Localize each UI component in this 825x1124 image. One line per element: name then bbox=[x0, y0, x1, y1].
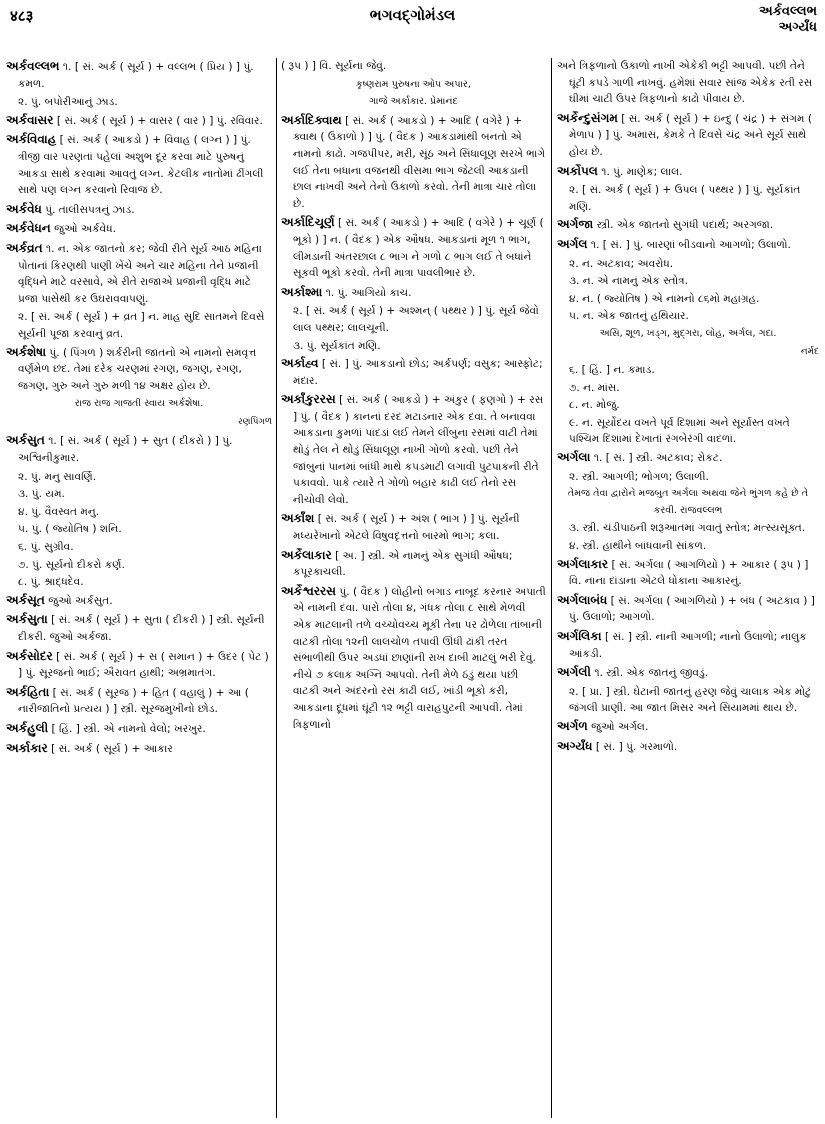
definition: જુઓ અર્કસુત. bbox=[48, 594, 113, 607]
dictionary-entry bbox=[6, 240, 272, 307]
definition: [ સં. ] પું. ગરમાળો. bbox=[595, 740, 678, 753]
dictionary-entry bbox=[557, 110, 819, 161]
dictionary-entry bbox=[6, 648, 272, 682]
dictionary-entry bbox=[6, 592, 272, 610]
headword: અર્કવલ્લભ bbox=[6, 59, 60, 73]
dictionary-entry bbox=[557, 216, 819, 234]
sub-sense: ૨. પું. બપોરીઆનું ઝાડ. bbox=[18, 96, 118, 109]
dictionary-entry bbox=[6, 220, 272, 238]
quotation: તેમજ તેવા દ્વારોને મજબુત અર્ગલા અથવા જેને ભુંગળ કહે છે તે કરવી. રાજવલ્લભ bbox=[567, 488, 809, 516]
sub-sense: ૬. પું. સુગ્રીવ. bbox=[18, 541, 74, 554]
headword: અર્કેન્દુસંગમ bbox=[557, 110, 618, 125]
headword: અર્કસૂત bbox=[6, 592, 45, 607]
quotation: અસિ, શૂળ, ખડ્ગ, મુદ્ગરા, લોહ, અર્ગલ, ગદા. bbox=[599, 327, 777, 339]
headword: અર્ગલિકા bbox=[557, 629, 602, 643]
sub-sense: ૮. ન. મોજું. bbox=[569, 399, 620, 412]
definition: ૧. ન. એક જાતનો કર; જેવી રીતે સૂર્ય આઠ મહિના પોતાનાં કિરણથી પાણી ખેંચે અને ચાર મહિના તેને પ્રજાની વૃદ્ધિને માટે વરસાવે, એ રીતે રાજાએ પ્રજાની વૃદ્ધિ માટે પ્રજા પાસેથી કર ઉઘરાવવાપણું. bbox=[18, 242, 262, 305]
definition: [ સં. અર્ક ( સૂરજ ) + હિત ( વહાલું ) + આ ( નારીજાતિનો પ્રત્યય ) ] સ્ત્રી. સૂરજમુખીનો છોડ. bbox=[18, 686, 249, 716]
definition: પું. તાલીસપત્રનું ઝાડ. bbox=[45, 203, 135, 216]
sub-sense: ૪. ન. ( જ્યોતિષ ) એ નામનો ૮૬મો મહાગ્રહ. bbox=[569, 292, 760, 305]
definition: [ સં. ] સ્ત્રી. નાની આગળી; નાનો ઉલાળો; નાલુક આંકડી. bbox=[569, 631, 807, 660]
definition: [ સં. અર્ક ( આકડો ) + આદિ ( વગેરે ) + ક્વાથ ( ઉકાળો ) ] પું. ( વૈદક ) આકડામાંથી બનતો એ નામનો કાઢો. ગજપીપર, મરી, સૂંઠ અને સિંધાલૂણ સરખે ભાગે લઈ તેના બધાના વજનથી વીસમા ભાગ જેટલી આકડાની છાલ નાખવી અને તેનો ઉકાળો કરવો. તેની માત્રા ચાર તોલા છે. bbox=[293, 114, 546, 210]
quotation: ગાજે અર્કાકાર. પ્રેમાનંદ bbox=[369, 96, 458, 108]
definition: પું. ( વૈદક ) લોહીનો બગાડ નાબૂદ કરનાર અપાતી એ નામની દવા. પારો તોલા ૪, ગંધક તોલા ૮ સાથે મેળવી એક માટલાની તળે વચ્ચોવચ્ચ મૂકી તેના પર ઢોળેલા તાંબાની વાટકી તોલા ૧૨ની લાલચોળ તપાવી ઊંધી ઢાંકી તરત સંભાળીથી ઉપર અડધાં છાણાંની રાખ દાબી માટલું ભરી દેવું. નીચે ૭ કલાક અગ્નિ આપવો. તેની મેળે ઠંડું થયા પછી વાટકી અને અંદરનો રસ કાઢી લઈ, ખાંડી ભૂકો કરી, આકડાના દૂધમાં ઘૂંટી ૧૨ ભટ્ટી વારાહપુટની આપવી. તેમાં ત્રિફળાનો bbox=[293, 585, 546, 731]
headword: અર્કાદિક્વાથ bbox=[281, 112, 342, 127]
sub-sense: ૨. [ સં. અર્ક ( સૂર્ય ) + ઉપલ ( પથ્થર ) ] પું. સૂર્યકાંત મણિ. bbox=[569, 184, 801, 213]
dictionary-entry bbox=[6, 611, 272, 645]
dictionary-entry bbox=[281, 112, 546, 213]
dictionary-entry bbox=[6, 58, 272, 92]
headword: અર્કસુત bbox=[6, 433, 45, 448]
column-1 bbox=[6, 58, 272, 1120]
dictionary-entry bbox=[6, 432, 272, 466]
definition: [ હિં. ] સ્ત્રી. એ નામનો વેલો; ખરખુર. bbox=[51, 722, 206, 735]
dictionary-entry bbox=[6, 344, 272, 395]
quotation-source: નર્મદ bbox=[800, 346, 819, 357]
definition: [ સં. અર્ક ( આકડો ) + અંકુર ( ફણગો ) + રસ ] પું. ( વૈદક ) કાનનાં દરદ મટાડનાર એક દવા. તે બનાવવા આકડાના કુમળાં પાંદડાં લઈ તેમને લીંબુના રસમાં વાટી તેમાં થોડું તેલ ને થોડું સિંધાલૂણ નાખી ગોળો કરવો. પછી તેને જાંબુનાં પાનમાં બાંધી માથે કપડમાટી લગાવી પુટપાકની રીતે પકાવવો. પાકે ત્યારે તે ગોળો બહાર કાઢી લઈ તેનો રસ નીચોવી લેવો. bbox=[293, 394, 544, 506]
dictionary-entry bbox=[6, 684, 272, 718]
sub-sense: ૪. પું. વૈવસ્વત મનુ. bbox=[18, 505, 100, 518]
dictionary-entry bbox=[557, 58, 819, 108]
sub-sense: ૨. પું. મનુ સાવર્ણિ. bbox=[18, 470, 97, 483]
definition: ૧. [ સં. ] સ્ત્રી. અટકાવ; રોકટ. bbox=[593, 452, 723, 465]
sub-sense: ૮. પું. શ્રાદ્ધદેવ. bbox=[18, 576, 84, 589]
dictionary-entry bbox=[281, 58, 546, 75]
headword: અર્કશેષા bbox=[6, 344, 47, 359]
sub-sense: ૫. પું. ( જ્યોતિષ ) શનિ. bbox=[18, 523, 122, 536]
headword: અર્ગલ bbox=[557, 236, 588, 251]
dictionary-entry bbox=[557, 738, 819, 756]
definition: પું. ( પિંગળ ) શર્કરીની જાતનો એ નામનો સમવૃત્ત વર્ણમેળ છંદ. તેમાં દરેક ચરણમાં રગણ, જગણ, રગણ, જગણ, ગુરુ અને ગુરુ મળી ૧૪ અક્ષર હોય છે. bbox=[18, 346, 257, 392]
quotation-source: રણપિંગળ bbox=[238, 416, 272, 427]
headword: અર્ગલાકાર bbox=[557, 556, 609, 571]
dictionary-entry bbox=[6, 131, 272, 198]
page-header bbox=[0, 0, 825, 50]
definition: જુઓ અર્ગલ. bbox=[591, 720, 649, 733]
headword: અર્ગલા bbox=[557, 450, 591, 465]
sub-sense: ૯. ન. સૂર્યોદય વખતે પૂર્વ દિશામાં અને સૂર્યાસ્ત વખતે પશ્ચિમ દિશામાં દેખાતાં રંગબેરંગી વાદળાં. bbox=[569, 416, 790, 446]
dictionary-entry bbox=[557, 664, 819, 682]
dictionary-entry bbox=[281, 583, 546, 733]
dictionary-entry bbox=[281, 284, 546, 302]
page-number: ४८३ bbox=[10, 7, 34, 25]
definition: સ્ત્રી. એક જાતનો સુગંધી પદાર્થ; અરગજા. bbox=[596, 219, 774, 232]
definition: [ સં. અર્ગલા ( આગળિયો ) + આકાર ( રૂપ ) ] વિ. નાના દાંડાના એટલે ધોકાના આકારનું. bbox=[569, 558, 809, 588]
columns bbox=[0, 58, 825, 1120]
dictionary-entry bbox=[6, 201, 272, 219]
sub-sense: ૩. સ્ત્રી. ચંડીપાઠની શરૂઆતમાં ગવાતું સ્તોત્ર; મત્સ્યસૂક્ત. bbox=[569, 522, 806, 535]
headword: અર્ગજા bbox=[557, 217, 594, 232]
sub-sense: ૭. ન. માંસ. bbox=[569, 381, 620, 394]
quotation: રાજ રાજ ગાજતી સ્વાય અર્કશેષા. bbox=[74, 398, 204, 410]
headword: અર્કાંશ bbox=[281, 511, 315, 526]
sub-sense: ૭. પું. સૂર્યનો દીકરો કર્ણ. bbox=[18, 558, 125, 571]
definition: [ સં. અર્ક ( આકડો ) + વિવાહ ( લગ્ન ) ] પું. ત્રીજી વાર પરણતાં પહેલાં અશુભ દૂર કરવા માટે પુરુષનું આકડા સાથે કરવામાં આવતું લગ્ન. કેટલીક નાતોમાં ઢીંગલી સાથે પણ લગ્ન કરવાનો રિવાજ છે. bbox=[18, 134, 264, 197]
dictionary-entry bbox=[557, 628, 819, 662]
sub-sense: ૨. [ પ્રા. ] સ્ત્રી. ઘેટાની જાતનું હરણ જેવું ચાલાક એક મોટું જંગલી પ્રાણી. આ જાત મિસર અને સિયામમાં થાય છે. bbox=[569, 685, 812, 715]
definition: ૧. [ સં. અર્ક ( સૂર્ય ) + વલ્લભ ( પ્રિય ) ] પું. કમળ. bbox=[18, 61, 254, 90]
definition: [ સં. અર્ક ( સૂર્ય ) + અંશ ( ભાગ ) ] પું. સૂર્યની મધ્યરેખાનો એટલે વિષુવદૃત્તનો બારમો ભાગ; કલા. bbox=[293, 513, 520, 543]
definition: [ સં. અર્ક ( સૂર્ય ) + સુતા ( દીકરી ) ] સ્ત્રી. સૂર્યની દીકરી. જુઓ અર્કજા. bbox=[18, 614, 265, 643]
dictionary-entry bbox=[281, 547, 546, 581]
dictionary-entry bbox=[557, 163, 819, 181]
dictionary-entry bbox=[557, 449, 819, 467]
headword: અર્કહિતા bbox=[6, 684, 50, 699]
headword: અર્ગલાબંધ bbox=[557, 592, 608, 607]
dictionary-entry bbox=[281, 214, 546, 281]
headword: અર્કાંકુરરસ bbox=[281, 392, 336, 407]
headword: અર્કવેધ bbox=[6, 201, 42, 216]
definition: [ સં. અર્ક ( સૂર્ય ) + સ ( સમાન ) + ઉદર ( પેટ ) ] પું. સૂરજનો ભાઈ; ઐરાવત હાથી; અભ્રમાતંગ. bbox=[18, 650, 269, 680]
headword: અર્ગ્યંધ bbox=[557, 738, 593, 753]
quotation: કૃષ્ણરામ પુરુષના ઓપ અપાર, bbox=[356, 78, 471, 90]
headword: અર્કાકાર bbox=[6, 740, 48, 755]
column-2 bbox=[281, 58, 546, 1120]
headword: અર્કસોદર bbox=[6, 648, 53, 663]
sub-sense: ૨. સ્ત્રી. આગળી; ભોગળ; ઉલાળી. bbox=[569, 470, 709, 483]
definition: ૧. સ્ત્રી. એક જાતનું જીવડું. bbox=[594, 667, 709, 680]
definition: [ સં. અર્ક ( સૂર્ય ) + વાસર ( વાર ) ] પું. રવિવાર. bbox=[56, 114, 263, 127]
definition: [ સં. અર્ક ( સૂર્ય ) + આકાર bbox=[51, 742, 173, 755]
headword: અર્કાશ્મા bbox=[281, 284, 323, 299]
guide-word-last: અર્ગ્યંધ bbox=[778, 20, 817, 35]
sub-sense: ૩. પું. યમ. bbox=[18, 488, 65, 501]
definition: ૧. [ સં. ] પું. બારણાં બીડવાનો આગળો; ઉલાળો. bbox=[590, 238, 791, 251]
definition: અને ત્રિફળાનો ઉકાળો નાખી એકેકી ભટ્ટી આપવી. પછી તેને ઘૂંટી કપડે ગાળી નાખવું. હમેશાં સવાર સાંજ એકેક રતી રસ ઘીમાં ચાટી ઉપર ત્રિફળાનો કાઢો પીવાય છે. bbox=[557, 60, 813, 106]
definition: [ સં. અર્ક ( આકડો ) + આદિ ( વગેરે ) + ચૂર્ણ ( ભૂકો ) ] ન. ( વૈદક ) એક ઔષધ. આકડાનાં મૂળ ૧ ભાગ, લીમડાની અંતરછાલ ૮ ભાગ ને ગળો ૮ ભાગ લઈ તે બધાંને સૂકવી ભૂકો કરવો. તેની માત્રા પાવલીભાર છે. bbox=[293, 217, 544, 280]
dictionary-entry bbox=[557, 236, 819, 254]
headword: અર્કવિવાહ bbox=[6, 132, 57, 147]
definition: ૧. [ સં. અર્ક ( સૂર્ય ) + સુત ( દીકરો ) ] પું. અશ્વિનીકુમાર. bbox=[18, 435, 233, 465]
headword: અર્ગળ bbox=[557, 718, 588, 733]
headword: અર્કાદિચૂર્ણ bbox=[281, 215, 335, 230]
sub-sense: ૨. [ સં. અર્ક ( સૂર્ય ) + વ્રત ] ન. માહ સુદિ સાતમને દિવસે સૂર્યની પૂજા કરવાનું વ્રત. bbox=[18, 311, 265, 340]
dictionary-entry bbox=[6, 720, 272, 738]
dictionary-entry bbox=[6, 112, 272, 130]
sub-sense: ૪. સ્ત્રી. હાથીને બાંધવાની સાંકળ. bbox=[569, 540, 707, 553]
definition: [ અ. ] સ્ત્રી. એ નામનું એક સુગંધી ઔષધ; કપૂરકાચલી. bbox=[293, 549, 513, 579]
headword: અર્કાહ્વ bbox=[281, 356, 319, 371]
headword: અર્કેલાકાર bbox=[281, 547, 332, 562]
definition: ૧. પું. માણેક; લાલ. bbox=[601, 165, 683, 178]
column-3 bbox=[557, 58, 819, 1120]
guide-word-first: અર્કવલ્લભ bbox=[759, 4, 817, 19]
dictionary-entry bbox=[557, 556, 819, 590]
sub-sense: ૩. પું. સૂર્યકાંત મણિ. bbox=[293, 339, 381, 352]
definition: [ સં. ] પું. આકડાનો છોડ; અર્કપર્ણ; વસુક; આસ્ફોટ; મંદાર. bbox=[293, 358, 543, 387]
sub-sense: ૨. [ સં. અર્ક ( સૂર્ય ) + અશ્મન્ ( પથ્થર ) ] પું. સૂર્ય જેવો લાલ પથ્થર; લાલચૂની. bbox=[293, 305, 539, 334]
headword: અર્કવાસર bbox=[6, 112, 54, 127]
headword: અર્કહુલી bbox=[6, 720, 49, 735]
headword: અર્કવ્રત bbox=[6, 240, 43, 255]
dictionary-entry bbox=[281, 391, 546, 508]
headword: અર્ગલી bbox=[557, 665, 591, 680]
definition: ( રૂપ ) ] વિ. સૂર્યના જેવું. bbox=[281, 60, 387, 72]
definition: ૧. પું. આગિયો કાચ. bbox=[325, 286, 412, 299]
sub-sense: ૨. ન. અટકાવ; અવરોધ. bbox=[569, 257, 674, 270]
definition: [ સં. અર્ક ( સૂર્ય ) + ઇન્દુ ( ચંદ્ર ) + સંગમ ( મેળાપ ) ] પું. અમાસ, કેમકે તે દિવસે ચંદ્ર અને સૂર્ય સાથે હોય છે. bbox=[569, 112, 812, 158]
dictionary-entry bbox=[281, 355, 546, 389]
headword: અર્કોપલ bbox=[557, 163, 598, 178]
page-title: ભગવદ્ગોમંડલ bbox=[369, 6, 456, 24]
sub-sense: ૩. ન. એ નામનું એક સ્તોત્ર. bbox=[569, 275, 689, 288]
headword: અર્કવેધન bbox=[6, 221, 51, 236]
headword: અર્કેશ્વરરસ bbox=[281, 583, 336, 598]
dictionary-entry bbox=[557, 718, 819, 736]
sub-sense: ૫. ન. એક જાતનું હથિયાર. bbox=[569, 310, 689, 323]
guide-words bbox=[759, 4, 817, 36]
dictionary-entry bbox=[557, 592, 819, 626]
definition: જુઓ અર્કવેધ. bbox=[54, 223, 116, 236]
headword: અર્કસુતા bbox=[6, 612, 48, 627]
sub-sense: ૬. [ હિં. ] ન. કમાડ. bbox=[569, 364, 655, 377]
definition: [ સં. અર્ગલા ( આગળિયો ) + બંધ ( અટકાવ ) ] પું. ઉલાળો; આગળો. bbox=[569, 594, 815, 624]
dictionary-entry bbox=[281, 510, 546, 544]
dictionary-entry bbox=[6, 740, 272, 758]
